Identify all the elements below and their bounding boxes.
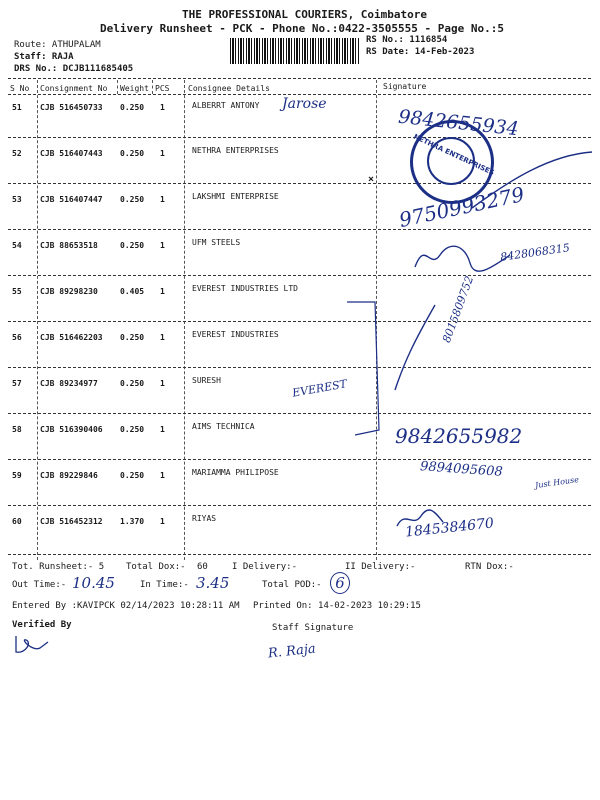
cross-mark: × xyxy=(368,174,375,185)
row-consignee: UFM STEELS xyxy=(192,238,241,247)
handwritten-phone: 9842655982 xyxy=(395,424,523,448)
handwritten-note: EVEREST xyxy=(291,377,348,400)
row-consignee: NETHRA ENTERPRISES xyxy=(192,146,279,155)
row-consignment: CJB 89298230 xyxy=(40,287,98,296)
row-weight: 0.250 xyxy=(120,195,145,204)
row-pcs: 1 xyxy=(160,379,165,388)
row-weight: 1.370 xyxy=(120,517,145,526)
row-weight: 0.250 xyxy=(120,241,145,250)
signature-stroke xyxy=(410,235,515,275)
header-rule xyxy=(8,94,591,95)
row-consignment: CJB 516450733 xyxy=(40,103,103,112)
company-title: THE PROFESSIONAL COURIERS, Coimbatore xyxy=(182,8,428,21)
row-rule xyxy=(8,459,591,460)
row-sno: 60 xyxy=(12,517,22,526)
row-pcs: 1 xyxy=(160,287,165,296)
row-consignment: CJB 516407443 xyxy=(40,149,103,158)
ii-delivery: II Delivery:- xyxy=(345,562,416,572)
handwritten-phone: 9750993279 xyxy=(396,182,527,232)
row-sno: 53 xyxy=(12,195,22,204)
stamp-text: NETHRA ENTERPRISES xyxy=(412,132,496,178)
row-sno: 57 xyxy=(12,379,22,388)
staff-label: Staff: RAJA xyxy=(14,52,74,62)
drs-number: DRS No.: DCJB111685405 xyxy=(14,64,134,74)
row-pcs: 1 xyxy=(160,333,165,342)
row-consignee: AIMS TECHNICA xyxy=(192,422,255,431)
row-pcs: 1 xyxy=(160,471,165,480)
row-weight: 0.405 xyxy=(120,287,145,296)
row-sno: 51 xyxy=(12,103,22,112)
barcode xyxy=(230,38,360,64)
handwritten-phone: 9842655934 xyxy=(397,105,520,141)
row-weight: 0.250 xyxy=(120,425,145,434)
row-rule xyxy=(8,229,591,230)
row-consignment: CJB 516390406 xyxy=(40,425,103,434)
signature-stroke xyxy=(385,300,445,395)
total-runsheet: Tot. Runsheet:- 5 xyxy=(12,562,105,572)
row-consignee: MARIAMMA PHILIPOSE xyxy=(192,468,279,477)
col-header-consignment: Consignment No xyxy=(40,84,108,93)
col-header-signature: Signature xyxy=(383,82,427,91)
handwritten-phone: 9894095608 xyxy=(419,459,504,480)
row-consignment: CJB 516462203 xyxy=(40,333,103,342)
col-header-consignee: Consignee Details xyxy=(188,84,270,93)
table-bottom-rule xyxy=(8,554,591,555)
row-rule xyxy=(8,275,591,276)
row-pcs: 1 xyxy=(160,517,165,526)
i-delivery: I Delivery:- xyxy=(232,562,298,572)
handwritten-note: Just House xyxy=(534,474,580,491)
row-pcs: 1 xyxy=(160,195,165,204)
handwritten-name: Jarose xyxy=(282,96,327,112)
row-sno: 54 xyxy=(12,241,22,250)
row-pcs: 1 xyxy=(160,103,165,112)
col-divider xyxy=(184,80,185,560)
runsheet-subtitle: Delivery Runsheet - PCK - Phone No.:0422-3505555 - Page No.:5 xyxy=(100,22,504,35)
route-label: Route: ATHUPALAM xyxy=(14,40,101,50)
row-weight: 0.250 xyxy=(120,149,145,158)
col-header-weight: Weight xyxy=(120,84,149,93)
total-dox-value: 60 xyxy=(197,562,208,572)
staff-signature-label: Staff Signature xyxy=(272,623,354,633)
col-divider xyxy=(117,80,118,94)
col-divider xyxy=(37,80,38,560)
row-sno: 56 xyxy=(12,333,22,342)
row-consignee: SURESH xyxy=(192,376,221,385)
row-consignee: RIYAS xyxy=(192,514,217,523)
total-pod-value: 6 xyxy=(330,572,350,594)
rs-number: RS No.: 1116854 xyxy=(366,35,448,45)
col-header-pcs: PCS xyxy=(155,84,170,93)
row-weight: 0.250 xyxy=(120,103,145,112)
row-consignment: CJB 88653518 xyxy=(40,241,98,250)
verified-by-label: Verified By xyxy=(12,620,72,630)
handwritten-phone: 8015809752 xyxy=(440,274,477,345)
row-consignment: CJB 89229846 xyxy=(40,471,98,480)
table-top-rule xyxy=(8,78,591,79)
signature-stroke xyxy=(395,508,445,530)
row-sno: 59 xyxy=(12,471,22,480)
row-rule xyxy=(8,413,591,414)
row-sno: 55 xyxy=(12,287,22,296)
row-weight: 0.250 xyxy=(120,471,145,480)
row-consignment: CJB 516452312 xyxy=(40,517,103,526)
row-consignee: EVEREST INDUSTRIES xyxy=(192,330,279,339)
total-pod-label: Total POD:- xyxy=(262,580,322,590)
entered-by: Entered By :KAVIPCK 02/14/2023 10:28:11 AM xyxy=(12,601,240,611)
rs-date: RS Date: 14-Feb-2023 xyxy=(366,47,475,57)
row-consignment: CJB 516407447 xyxy=(40,195,103,204)
printed-on: Printed On: 14-02-2023 10:29:15 xyxy=(253,601,421,611)
row-pcs: 1 xyxy=(160,149,165,158)
total-dox-label: Total Dox:- xyxy=(126,562,186,572)
out-time-value: 10.45 xyxy=(72,574,115,592)
row-consignment: CJB 89234977 xyxy=(40,379,98,388)
rtn-dox: RTN Dox:- xyxy=(465,562,514,572)
in-time-label: In Time:- xyxy=(140,580,189,590)
row-rule xyxy=(8,505,591,506)
verified-signature xyxy=(12,632,52,657)
row-pcs: 1 xyxy=(160,425,165,434)
row-rule xyxy=(8,321,591,322)
col-divider xyxy=(152,80,153,94)
out-time-label: Out Time:- xyxy=(12,580,67,590)
row-consignee: EVEREST INDUSTRIES LTD xyxy=(192,284,298,293)
row-weight: 0.250 xyxy=(120,333,145,342)
row-weight: 0.250 xyxy=(120,379,145,388)
row-consignee: LAKSHMI ENTERPRISE xyxy=(192,192,279,201)
handwritten-phone: 1845384670 xyxy=(404,515,495,541)
row-sno: 52 xyxy=(12,149,22,158)
col-header-sno: S No xyxy=(10,84,30,93)
row-consignee: ALBERRT ANTONY xyxy=(192,101,260,110)
bracket-stroke xyxy=(345,300,385,440)
staff-signature: R. Raja xyxy=(267,641,317,662)
row-pcs: 1 xyxy=(160,241,165,250)
row-sno: 58 xyxy=(12,425,22,434)
in-time-value: 3.45 xyxy=(196,574,230,592)
row-rule xyxy=(8,367,591,368)
handwritten-phone: 8428068315 xyxy=(499,241,571,264)
